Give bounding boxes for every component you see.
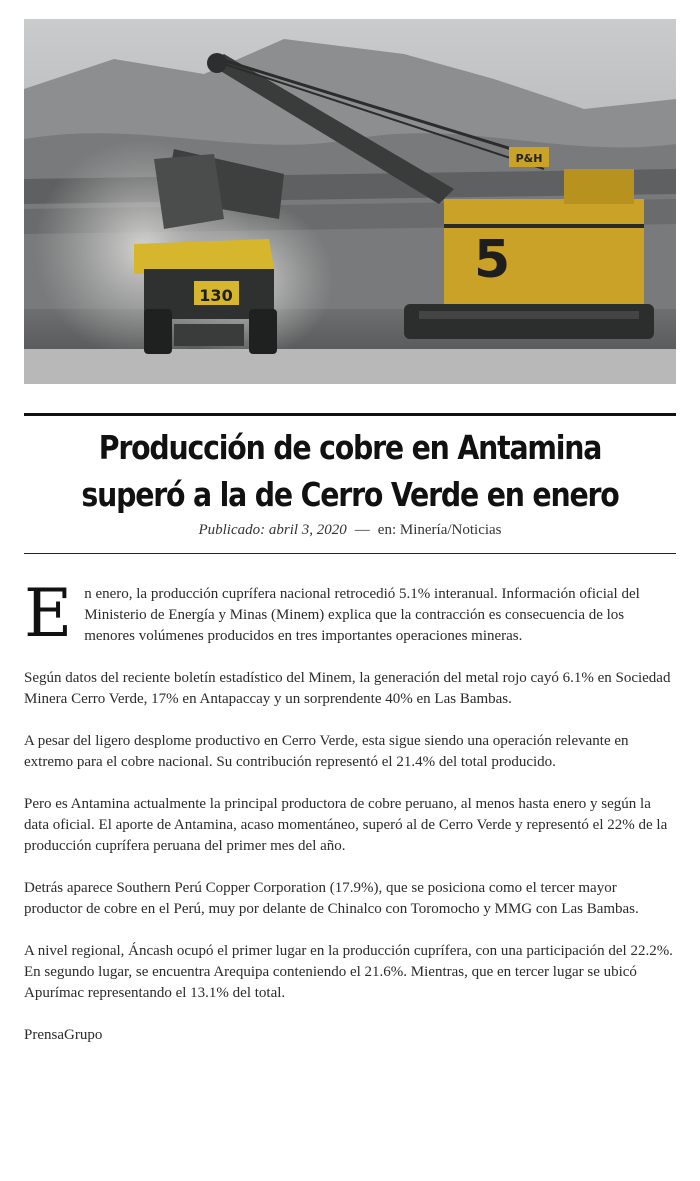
truck-number-text: 130 bbox=[199, 286, 233, 305]
article-headline: Producción de cobre en Antamina superó a la de Cerro Verde en enero bbox=[81, 428, 619, 514]
drop-cap: E bbox=[24, 575, 73, 652]
article-signature: PrensaGrupo bbox=[24, 1027, 103, 1043]
article-paragraph: A nivel regional, Áncash ocupó el primer lugar en la producción cuprífera, con una participación del 22.2%. En segundo lugar, se encuentra Arequipa conteniendo el 21.6%. Mientras, que en tercer lugar se ubicó Apurímac representando el 13.1% del total. bbox=[24, 943, 673, 1001]
hero-photo bbox=[24, 19, 676, 384]
article-paragraph: Detrás aparece Southern Perú Copper Corporation (17.9%), que se posiciona como el tercer mayor productor de cobre en el Perú, muy por delante de Chinalco con Toromocho y MMG con Las Bambas. bbox=[24, 880, 639, 917]
article-paragraph: Pero es Antamina actualmente la principal productora de cobre peruano, al menos hasta enero y según la data oficial. El aporte de Antamina, acaso momentáneo, superó al de Cerro Verde y representó el 22% de la producción cuprífera peruana del primer mes del año. bbox=[24, 796, 668, 854]
header-rule-top bbox=[24, 413, 676, 416]
article-paragraph: En enero, la producción cuprífera nacional retrocedió 5.1% interanual. Información oficial del Ministerio de Energía y Minas (Minem) explica que la contracción es consecuencia de los menores volúmenes producidos en tres importantes operaciones mineras. bbox=[24, 575, 640, 652]
article-paragraph: A pesar del ligero desplome productivo en Cerro Verde, esta sigue siendo una operación relevante en extremo para el cobre nacional. Su contribución representó el 21.4% del total producido. bbox=[24, 733, 629, 770]
mining-scene-image bbox=[24, 19, 676, 384]
published-date: Publicado: abril 3, 2020 bbox=[198, 522, 347, 538]
article-paragraph: Según datos del reciente boletín estadístico del Minem, la generación del metal rojo cayó 6.1% en Sociedad Minera Cerro Verde, 17% en Antapaccay y un sorprendente 40% en Las Bambas. bbox=[24, 670, 671, 707]
category-link[interactable]: en: Minería/Noticias bbox=[377, 522, 502, 538]
shovel-brand-text: P&H bbox=[515, 152, 543, 165]
meta-separator: — bbox=[354, 522, 370, 538]
header-rule-bottom bbox=[24, 553, 676, 554]
article-body bbox=[24, 575, 676, 1067]
shovel-number-text: 5 bbox=[474, 230, 511, 290]
article-meta bbox=[24, 522, 676, 539]
